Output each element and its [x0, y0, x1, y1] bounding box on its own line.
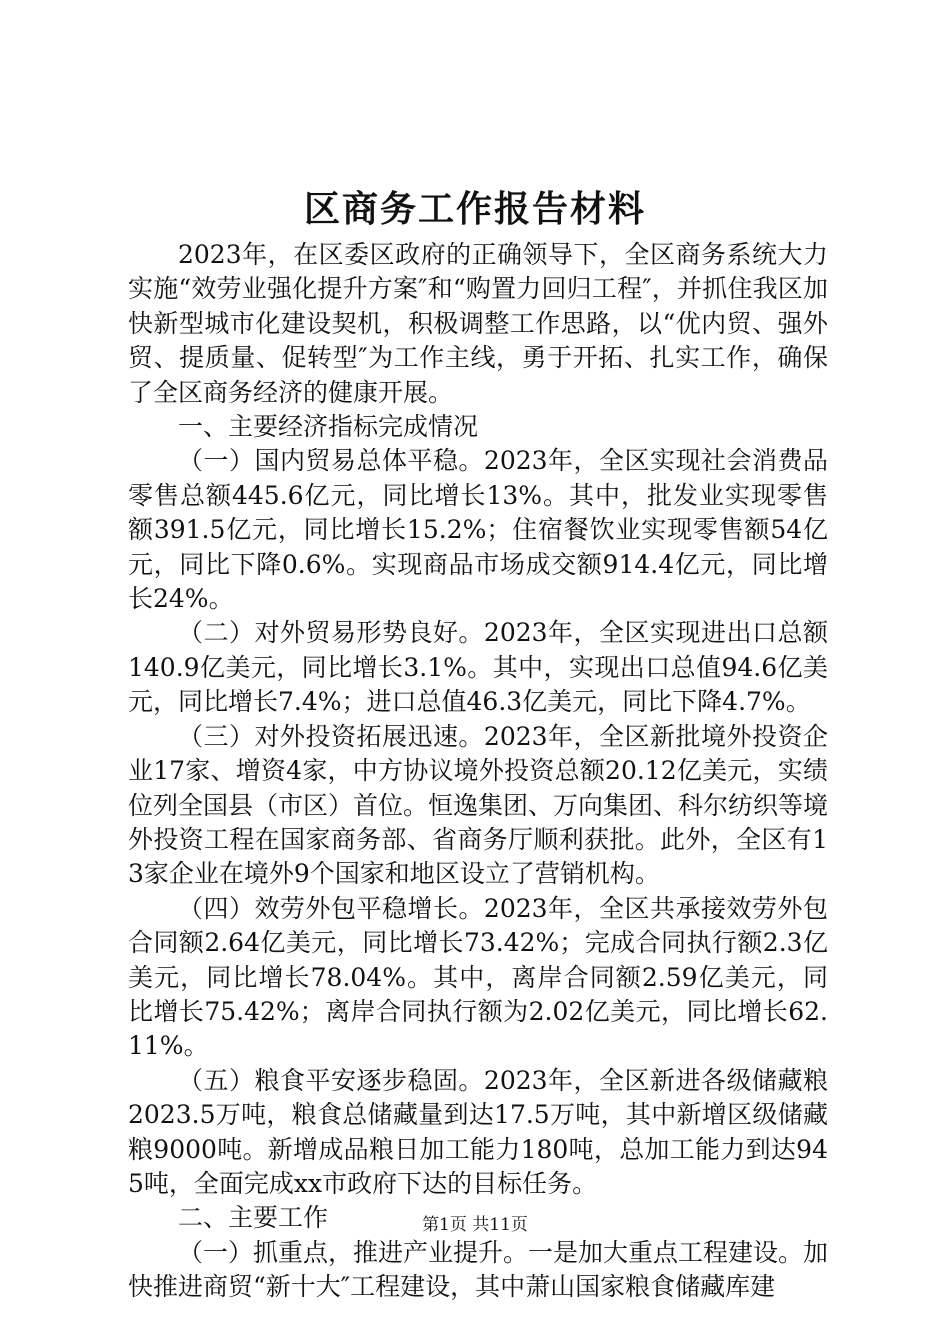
paragraph-service-outsourcing: （四）效劳外包平稳增长。2023年，全区共承接效劳外包合同额2.64亿美元，同比增长73.42%；完成合同执行额2.3亿美元，同比增长78.04%。其中，离岸合同额2.59亿美元，同比增长75.42%；离岸合同执行额为2.02亿美元，同比增长62.11%。 [128, 893, 828, 1061]
paragraph-foreign-trade: （二）对外贸易形势良好。2023年，全区实现进出口总额140.9亿美元，同比增长3.1%。其中，实现出口总值94.6亿美元，同比增长7.4%；进口总值46.3亿美元，同比下降4.7%。 [128, 618, 828, 717]
paragraph-domestic-trade: （一）国内贸易总体平稳。2023年，全区实现社会消费品零售总额445.6亿元，同比增长13%。其中，批发业实现零售额391.5亿元，同比增长15.2%；住宿餐饮业实现零售额54亿元，同比下降0.6%。实现商品市场成交额914.4亿元，同比增长24%。 [128, 446, 828, 614]
section-heading-indicators: 一、主要经济指标完成情况 [178, 412, 479, 442]
paragraph-key-projects: （一）抓重点，推进产业提升。一是加大重点工程建设。加快推进商贸“新十大″工程建设，其中萧山国家粮食储藏库建 [128, 1237, 829, 1302]
page-title: 区商务工作报告材料 [303, 188, 646, 230]
document-body [128, 238, 828, 1305]
page-footer: 第1页 共11页 [422, 1215, 528, 1235]
paragraph-grain-security: （五）粮食平安逐步稳固。2023年，全区新进各级储藏粮2023.5万吨，粮食总储藏量到达17.5万吨，其中新增区级储藏粮9000吨。新增成品粮日加工能力180吨，总加工能力到达945吨，全面完成xx市政府下达的目标任务。 [128, 1065, 828, 1198]
section-heading-main-work: 二、主要工作 [178, 1203, 329, 1233]
paragraph-foreign-investment: （三）对外投资拓展迅速。2023年，全区新批境外投资企业17家、增资4家，中方协议境外投资总额20.12亿美元，实绩位列全国县（市区）首位。恒逸集团、万向集团、科尔纺织等境外投资工程在国家商务部、省商务厅顺利获批。此外，全区有13家企业在境外9个国家和地区设立了营销机构。 [128, 721, 829, 889]
intro-paragraph: 2023年，在区委区政府的正确领导下，全区商务系统大力实施“效劳业强化提升方案″和“购置力回归工程″，并抓住我区加快新型城市化建设契机，积极调整工作思路，以“优内贸、强外贸、提质量、促转型″为工作主线，勇于开拓、扎实工作，确保了全区商务经济的健康开展。 [128, 240, 828, 407]
